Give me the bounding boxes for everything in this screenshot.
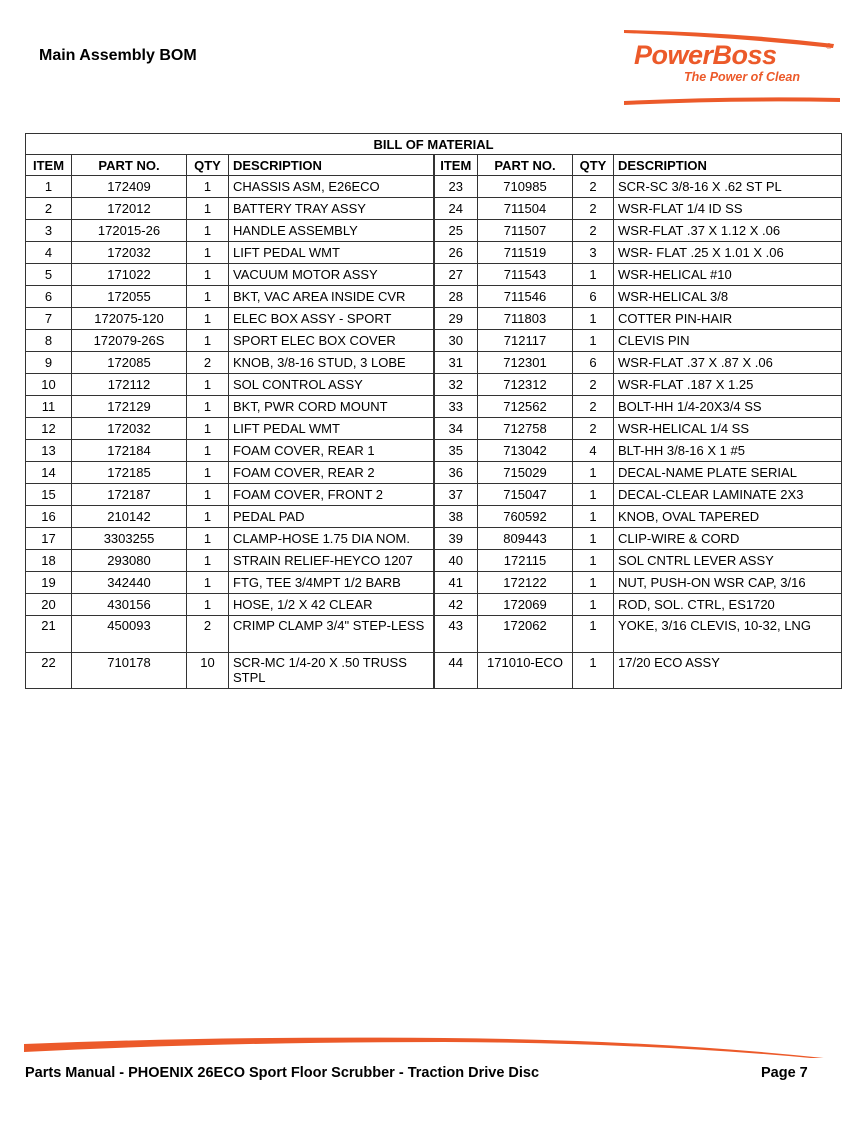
table-row: [26, 242, 842, 264]
cell-qty: 3: [573, 242, 614, 264]
col-header-description: DESCRIPTION: [229, 155, 434, 176]
table-row: [26, 616, 842, 653]
cell-part-no: 715047: [478, 484, 573, 506]
cell-qty: 1: [187, 594, 229, 616]
cell-qty: 1: [187, 220, 229, 242]
cell-qty: 1: [573, 528, 614, 550]
cell-qty: 1: [187, 484, 229, 506]
cell-qty: 1: [573, 330, 614, 352]
cell-item: 5: [26, 264, 72, 286]
cell-item: 43: [434, 616, 478, 653]
cell-qty: 1: [187, 396, 229, 418]
cell-description: LIFT PEDAL WMT: [229, 242, 434, 264]
cell-part-no: 171010-ECO: [478, 653, 573, 689]
cell-item: 8: [26, 330, 72, 352]
cell-item: 32: [434, 374, 478, 396]
cell-item: 10: [26, 374, 72, 396]
cell-description: SOL CONTROL ASSY: [229, 374, 434, 396]
cell-part-no: 450093: [72, 616, 187, 653]
cell-part-no: 210142: [72, 506, 187, 528]
cell-qty: 1: [187, 528, 229, 550]
table-row: [26, 374, 842, 396]
cell-description: SCR-MC 1/4-20 X .50 TRUSS STPL: [229, 653, 434, 689]
cell-description: ELEC BOX ASSY - SPORT: [229, 308, 434, 330]
cell-qty: 1: [187, 572, 229, 594]
col-header-description: DESCRIPTION: [614, 155, 842, 176]
table-row: [26, 352, 842, 374]
cell-qty: 1: [573, 462, 614, 484]
cell-part-no: 715029: [478, 462, 573, 484]
cell-part-no: 172075-120: [72, 308, 187, 330]
cell-item: 14: [26, 462, 72, 484]
cell-part-no: 711519: [478, 242, 573, 264]
cell-part-no: 172015-26: [72, 220, 187, 242]
cell-description: SOL CNTRL LEVER ASSY: [614, 550, 842, 572]
footer-swoosh: [24, 1032, 844, 1058]
cell-qty: 1: [187, 330, 229, 352]
cell-item: 1: [26, 176, 72, 198]
cell-part-no: 172184: [72, 440, 187, 462]
cell-item: 38: [434, 506, 478, 528]
cell-part-no: 172112: [72, 374, 187, 396]
cell-qty: 2: [187, 616, 229, 653]
cell-description: WSR-HELICAL #10: [614, 264, 842, 286]
cell-description: FTG, TEE 3/4MPT 1/2 BARB: [229, 572, 434, 594]
cell-description: PEDAL PAD: [229, 506, 434, 528]
cell-description: WSR-FLAT .37 X .87 X .06: [614, 352, 842, 374]
cell-part-no: 3303255: [72, 528, 187, 550]
table-row: [26, 484, 842, 506]
cell-part-no: 712562: [478, 396, 573, 418]
bom-title: BILL OF MATERIAL: [26, 134, 842, 155]
cell-part-no: 172069: [478, 594, 573, 616]
cell-item: 22: [26, 653, 72, 689]
cell-item: 11: [26, 396, 72, 418]
cell-part-no: 172062: [478, 616, 573, 653]
cell-qty: 1: [187, 286, 229, 308]
table-row: [26, 264, 842, 286]
cell-part-no: 172032: [72, 242, 187, 264]
cell-item: 23: [434, 176, 478, 198]
cell-part-no: 712301: [478, 352, 573, 374]
cell-part-no: 710985: [478, 176, 573, 198]
page-title: Main Assembly BOM: [39, 47, 197, 64]
cell-qty: 1: [573, 594, 614, 616]
cell-qty: 1: [187, 462, 229, 484]
logo-registered-mark: ®: [826, 42, 832, 51]
cell-item: 35: [434, 440, 478, 462]
cell-item: 12: [26, 418, 72, 440]
table-row: [26, 550, 842, 572]
col-header-item: ITEM: [434, 155, 478, 176]
cell-description: WSR-HELICAL 1/4 SS: [614, 418, 842, 440]
cell-item: 15: [26, 484, 72, 506]
cell-part-no: 430156: [72, 594, 187, 616]
cell-part-no: 172185: [72, 462, 187, 484]
cell-description: BLT-HH 3/8-16 X 1 #5: [614, 440, 842, 462]
cell-item: 28: [434, 286, 478, 308]
cell-description: KNOB, 3/8-16 STUD, 3 LOBE: [229, 352, 434, 374]
cell-item: 27: [434, 264, 478, 286]
cell-item: 24: [434, 198, 478, 220]
table-row: [26, 198, 842, 220]
table-row: [26, 653, 842, 689]
cell-qty: 1: [187, 176, 229, 198]
cell-description: BKT, VAC AREA INSIDE CVR: [229, 286, 434, 308]
cell-qty: 1: [187, 308, 229, 330]
cell-description: CRIMP CLAMP 3/4" STEP-LESS: [229, 616, 434, 653]
cell-part-no: 342440: [72, 572, 187, 594]
cell-qty: 1: [187, 198, 229, 220]
table-row: [26, 462, 842, 484]
cell-description: FOAM COVER, REAR 2: [229, 462, 434, 484]
cell-qty: 1: [573, 616, 614, 653]
cell-description: NUT, PUSH-ON WSR CAP, 3/16: [614, 572, 842, 594]
cell-description: LIFT PEDAL WMT: [229, 418, 434, 440]
cell-item: 37: [434, 484, 478, 506]
cell-part-no: 171022: [72, 264, 187, 286]
cell-qty: 1: [187, 374, 229, 396]
cell-description: WSR- FLAT .25 X 1.01 X .06: [614, 242, 842, 264]
cell-description: COTTER PIN-HAIR: [614, 308, 842, 330]
table-row: [26, 220, 842, 242]
footer-manual-title: Parts Manual - PHOENIX 26ECO Sport Floor Scrubber - Traction Drive Disc: [25, 1065, 540, 1081]
cell-part-no: 172409: [72, 176, 187, 198]
bom-table: [25, 133, 842, 689]
table-row: [26, 506, 842, 528]
table-row: [26, 286, 842, 308]
cell-item: 25: [434, 220, 478, 242]
table-row: [26, 440, 842, 462]
table-row: [26, 330, 842, 352]
cell-qty: 2: [573, 374, 614, 396]
cell-part-no: 712117: [478, 330, 573, 352]
cell-item: 16: [26, 506, 72, 528]
cell-qty: 1: [187, 242, 229, 264]
cell-item: 34: [434, 418, 478, 440]
table-row: [26, 176, 842, 198]
cell-description: VACUUM MOTOR ASSY: [229, 264, 434, 286]
logo-tagline: The Power of Clean: [684, 70, 800, 84]
cell-description: 17/20 ECO ASSY: [614, 653, 842, 689]
cell-part-no: 712758: [478, 418, 573, 440]
cell-description: YOKE, 3/16 CLEVIS, 10-32, LNG: [614, 616, 842, 653]
cell-part-no: 711504: [478, 198, 573, 220]
cell-item: 6: [26, 286, 72, 308]
cell-item: 17: [26, 528, 72, 550]
cell-item: 44: [434, 653, 478, 689]
cell-part-no: 713042: [478, 440, 573, 462]
cell-item: 26: [434, 242, 478, 264]
cell-description: ROD, SOL. CTRL, ES1720: [614, 594, 842, 616]
cell-item: 4: [26, 242, 72, 264]
cell-qty: 6: [573, 286, 614, 308]
cell-item: 30: [434, 330, 478, 352]
cell-item: 3: [26, 220, 72, 242]
cell-item: 13: [26, 440, 72, 462]
cell-part-no: 172187: [72, 484, 187, 506]
col-header-qty: QTY: [187, 155, 229, 176]
cell-part-no: 172055: [72, 286, 187, 308]
powerboss-logo: [622, 28, 842, 108]
cell-item: 9: [26, 352, 72, 374]
cell-description: DECAL-NAME PLATE SERIAL: [614, 462, 842, 484]
cell-qty: 1: [573, 550, 614, 572]
col-header-qty: QTY: [573, 155, 614, 176]
cell-item: 29: [434, 308, 478, 330]
cell-item: 40: [434, 550, 478, 572]
col-header-item: ITEM: [26, 155, 72, 176]
cell-qty: 2: [573, 396, 614, 418]
col-header-part-no: PART NO.: [72, 155, 187, 176]
cell-item: 7: [26, 308, 72, 330]
table-row: [26, 396, 842, 418]
cell-qty: 1: [573, 653, 614, 689]
cell-qty: 1: [187, 418, 229, 440]
cell-part-no: 712312: [478, 374, 573, 396]
cell-item: 18: [26, 550, 72, 572]
cell-description: CLEVIS PIN: [614, 330, 842, 352]
table-row: [26, 528, 842, 550]
cell-part-no: 710178: [72, 653, 187, 689]
cell-description: SCR-SC 3/8-16 X .62 ST PL: [614, 176, 842, 198]
cell-qty: 1: [573, 484, 614, 506]
cell-part-no: 711507: [478, 220, 573, 242]
cell-qty: 1: [187, 440, 229, 462]
cell-qty: 2: [573, 418, 614, 440]
cell-description: WSR-HELICAL 3/8: [614, 286, 842, 308]
cell-description: WSR-FLAT 1/4 ID SS: [614, 198, 842, 220]
cell-qty: 1: [573, 506, 614, 528]
table-row: [26, 308, 842, 330]
cell-description: CLIP-WIRE & CORD: [614, 528, 842, 550]
cell-description: HOSE, 1/2 X 42 CLEAR: [229, 594, 434, 616]
cell-description: SPORT ELEC BOX COVER: [229, 330, 434, 352]
cell-item: 39: [434, 528, 478, 550]
cell-part-no: 711543: [478, 264, 573, 286]
cell-qty: 2: [573, 176, 614, 198]
cell-description: KNOB, OVAL TAPERED: [614, 506, 842, 528]
cell-qty: 6: [573, 352, 614, 374]
footer-page-number: Page 7: [761, 1065, 808, 1081]
col-header-part-no: PART NO.: [478, 155, 573, 176]
cell-part-no: 172129: [72, 396, 187, 418]
cell-qty: 2: [573, 220, 614, 242]
cell-item: 20: [26, 594, 72, 616]
bom-header-row: [26, 155, 842, 176]
cell-qty: 2: [573, 198, 614, 220]
cell-description: WSR-FLAT .37 X 1.12 X .06: [614, 220, 842, 242]
table-row: [26, 418, 842, 440]
cell-description: BOLT-HH 1/4-20X3/4 SS: [614, 396, 842, 418]
cell-qty: 1: [573, 308, 614, 330]
cell-qty: 10: [187, 653, 229, 689]
cell-qty: 1: [187, 264, 229, 286]
cell-item: 33: [434, 396, 478, 418]
table-row: [26, 572, 842, 594]
cell-part-no: 711803: [478, 308, 573, 330]
cell-part-no: 172115: [478, 550, 573, 572]
cell-qty: 1: [573, 572, 614, 594]
logo-wordmark: PowerBoss: [634, 40, 777, 70]
cell-part-no: 293080: [72, 550, 187, 572]
cell-item: 41: [434, 572, 478, 594]
cell-part-no: 809443: [478, 528, 573, 550]
cell-description: BKT, PWR CORD MOUNT: [229, 396, 434, 418]
cell-qty: 1: [573, 264, 614, 286]
cell-part-no: 172122: [478, 572, 573, 594]
cell-qty: 1: [187, 550, 229, 572]
cell-description: WSR-FLAT .187 X 1.25: [614, 374, 842, 396]
cell-qty: 4: [573, 440, 614, 462]
cell-item: 36: [434, 462, 478, 484]
cell-part-no: 172079-26S: [72, 330, 187, 352]
cell-description: HANDLE ASSEMBLY: [229, 220, 434, 242]
cell-part-no: 760592: [478, 506, 573, 528]
cell-description: CLAMP-HOSE 1.75 DIA NOM.: [229, 528, 434, 550]
cell-item: 19: [26, 572, 72, 594]
cell-part-no: 172032: [72, 418, 187, 440]
cell-item: 31: [434, 352, 478, 374]
cell-part-no: 172012: [72, 198, 187, 220]
cell-description: FOAM COVER, FRONT 2: [229, 484, 434, 506]
cell-item: 42: [434, 594, 478, 616]
cell-description: STRAIN RELIEF-HEYCO 1207: [229, 550, 434, 572]
table-row: [26, 594, 842, 616]
cell-item: 2: [26, 198, 72, 220]
cell-part-no: 711546: [478, 286, 573, 308]
cell-part-no: 172085: [72, 352, 187, 374]
cell-qty: 1: [187, 506, 229, 528]
cell-description: DECAL-CLEAR LAMINATE 2X3: [614, 484, 842, 506]
cell-description: CHASSIS ASM, E26ECO: [229, 176, 434, 198]
cell-item: 21: [26, 616, 72, 653]
cell-qty: 2: [187, 352, 229, 374]
cell-description: FOAM COVER, REAR 1: [229, 440, 434, 462]
cell-description: BATTERY TRAY ASSY: [229, 198, 434, 220]
